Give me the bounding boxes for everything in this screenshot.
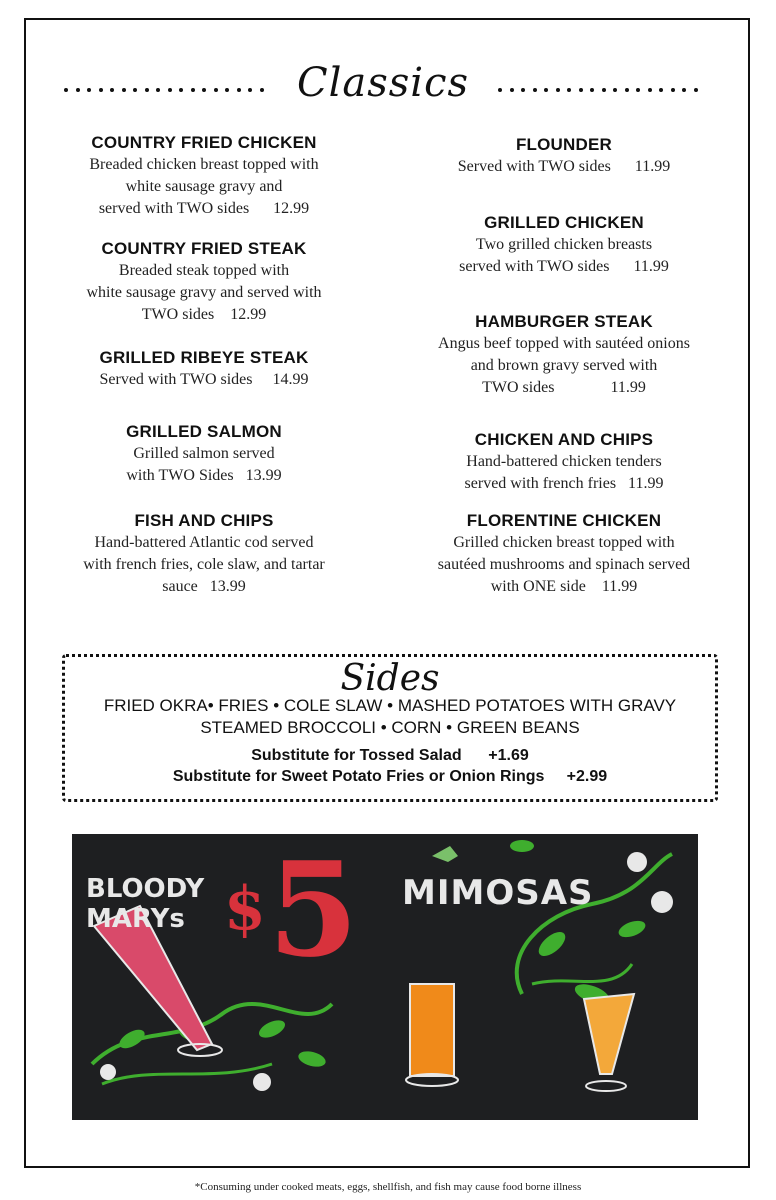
vine-right-branch bbox=[532, 964, 632, 984]
footer-disclaimer: *Consuming under cooked meats, eggs, shellfish, and fish may cause food borne illness bbox=[194, 1181, 582, 1193]
menu-item bbox=[404, 134, 724, 178]
divider-dot bbox=[225, 88, 229, 92]
menu-item-description: Grilled salmon served with TWO Sides 13.99 bbox=[126, 445, 282, 484]
sides-title: Sides bbox=[340, 658, 440, 699]
divider-dot bbox=[625, 88, 629, 92]
divider-dot bbox=[498, 88, 502, 92]
menu-item bbox=[404, 212, 724, 278]
flower bbox=[627, 852, 647, 872]
divider-dot bbox=[145, 88, 149, 92]
divider-dot bbox=[636, 88, 640, 92]
title-divider-right bbox=[498, 88, 705, 96]
divider-dot bbox=[168, 88, 172, 92]
menu-item-name: GRILLED CHICKEN bbox=[484, 213, 644, 232]
leaf bbox=[297, 1049, 328, 1070]
divider-dot bbox=[613, 88, 617, 92]
divider-dot bbox=[510, 88, 514, 92]
menu-item bbox=[58, 421, 350, 487]
divider-dot bbox=[671, 88, 675, 92]
menu-item-name: FLORENTINE CHICKEN bbox=[466, 511, 662, 530]
divider-dot bbox=[260, 88, 264, 92]
menu-item bbox=[404, 311, 724, 399]
promo-mimosas-label: MIMOSAS bbox=[402, 873, 594, 913]
menu-item-description: Hand-battered Atlantic cod served with french fries, cole slaw, and tartar sauce 13.99 bbox=[83, 534, 325, 595]
menu-item-name: CHICKEN AND CHIPS bbox=[474, 430, 654, 449]
menu-item-description: Breaded chicken breast topped with white sausage gravy and served with TWO sides 12.99 bbox=[89, 156, 319, 217]
leaf bbox=[616, 918, 647, 941]
promo-dollar-sign: $ bbox=[224, 874, 266, 944]
divider-dot bbox=[214, 88, 218, 92]
divider-dot bbox=[248, 88, 252, 92]
glass-base bbox=[586, 1081, 626, 1091]
divider-dot bbox=[191, 88, 195, 92]
leaf bbox=[535, 928, 570, 961]
divider-dot bbox=[133, 88, 137, 92]
flower bbox=[253, 1073, 271, 1091]
divider-dot bbox=[648, 88, 652, 92]
divider-dot bbox=[544, 88, 548, 92]
menu-item bbox=[58, 510, 350, 598]
divider-dot bbox=[110, 88, 114, 92]
mimosa-glass-2 bbox=[584, 994, 634, 1074]
drink-promo-image bbox=[72, 834, 698, 1120]
divider-dot bbox=[579, 88, 583, 92]
menu-item-description: Grilled chicken breast topped with sautéed mushrooms and spinach served with ONE side 11.99 bbox=[437, 534, 691, 595]
divider-dot bbox=[76, 88, 80, 92]
sides-list-line-1: FRIED OKRA• FRIES • COLE SLAW • MASHED POTATOES WITH GRAVY bbox=[103, 696, 677, 715]
substitute-fries: Substitute for Sweet Potato Fries or Onion Rings +2.99 bbox=[172, 768, 608, 785]
menu-item-description: Breaded steak topped with white sausage gravy and served with TWO sides 12.99 bbox=[86, 262, 322, 323]
menu-item bbox=[404, 510, 724, 598]
menu-item-name: GRILLED SALMON bbox=[126, 422, 282, 441]
divider-dot bbox=[64, 88, 68, 92]
divider-dot bbox=[87, 88, 91, 92]
divider-dot bbox=[590, 88, 594, 92]
divider-dot bbox=[122, 88, 126, 92]
divider-dot bbox=[556, 88, 560, 92]
mimosa-glass-1 bbox=[410, 984, 454, 1076]
divider-dot bbox=[602, 88, 606, 92]
divider-dot bbox=[567, 88, 571, 92]
menu-item-description: Two grilled chicken breasts served with TWO sides 11.99 bbox=[459, 236, 669, 275]
menu-item-description: Served with TWO sides 14.99 bbox=[99, 371, 309, 388]
sides-box bbox=[62, 654, 718, 802]
divider-dot bbox=[682, 88, 686, 92]
divider-dot bbox=[202, 88, 206, 92]
divider-dot bbox=[156, 88, 160, 92]
menu-item-name: COUNTRY FRIED STEAK bbox=[101, 239, 307, 258]
menu-item-name: FISH AND CHIPS bbox=[134, 511, 274, 530]
menu-item bbox=[58, 347, 350, 391]
leaf bbox=[510, 840, 534, 852]
title-divider-left bbox=[64, 88, 271, 96]
menu-item-name: FLOUNDER bbox=[515, 135, 613, 154]
promo-price: 5 bbox=[268, 834, 359, 986]
divider-dot bbox=[533, 88, 537, 92]
promo-bloody-label: BLOODY bbox=[86, 874, 205, 904]
menu-item-description: Served with TWO sides 11.99 bbox=[457, 158, 671, 175]
menu-item-name: HAMBURGER STEAK bbox=[475, 312, 653, 331]
menu-item-name: COUNTRY FRIED CHICKEN bbox=[91, 133, 317, 152]
divider-dot bbox=[179, 88, 183, 92]
menu-item-description: Angus beef topped with sautéed onions and brown gravy served with TWO sides 11.99 bbox=[438, 335, 690, 396]
leaf bbox=[256, 1017, 287, 1042]
section-title: Classics bbox=[296, 60, 470, 106]
sides-list-line-2: STEAMED BROCCOLI • CORN • GREEN BEANS bbox=[200, 718, 580, 737]
flower bbox=[100, 1064, 116, 1080]
menu-item bbox=[58, 238, 350, 326]
divider-dot bbox=[521, 88, 525, 92]
hummingbird bbox=[432, 846, 458, 862]
vine-left-lower bbox=[102, 1064, 272, 1084]
flower bbox=[651, 891, 673, 913]
menu-item-description: Hand-battered chicken tenders served with french fries 11.99 bbox=[464, 453, 664, 492]
divider-dot bbox=[659, 88, 663, 92]
menu-item bbox=[404, 429, 724, 495]
menu-item bbox=[58, 132, 350, 220]
divider-dot bbox=[694, 88, 698, 92]
divider-dot bbox=[99, 88, 103, 92]
substitute-salad: Substitute for Tossed Salad +1.69 bbox=[251, 747, 529, 764]
promo-marys-label: MARYs bbox=[86, 904, 185, 934]
menu-item-name: GRILLED RIBEYE STEAK bbox=[99, 348, 309, 367]
divider-dot bbox=[237, 88, 241, 92]
